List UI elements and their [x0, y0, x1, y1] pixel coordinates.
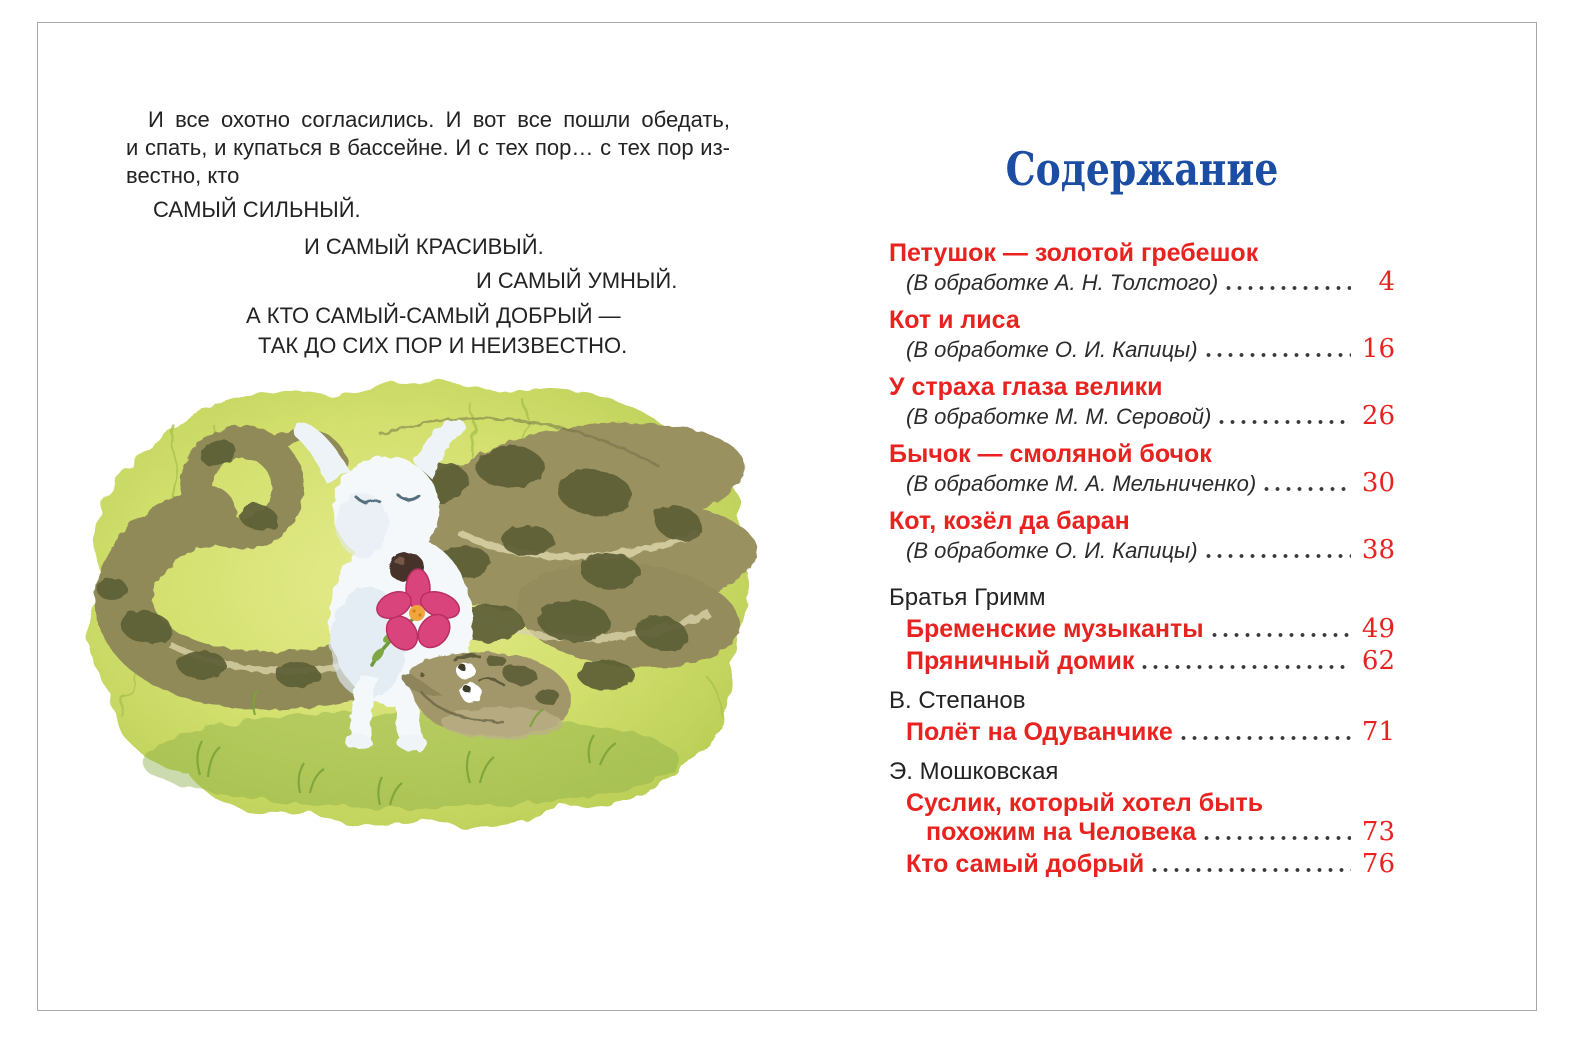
- dot-leader: [1178, 728, 1351, 740]
- toc-entry-subrow: [889, 469, 1395, 498]
- toc-item-page: 62: [1361, 646, 1395, 676]
- toc-entry: [889, 440, 1395, 498]
- story-verse-line: И САМЫЙ КРАСИВЫЙ.: [304, 234, 544, 259]
- toc-item-page: 73: [1361, 817, 1395, 847]
- toc-entry-subtitle: (В обработке М. М. Серовой): [906, 404, 1212, 429]
- toc-entry-page: 30: [1361, 468, 1395, 498]
- toc-entry-page: 16: [1361, 334, 1395, 364]
- toc-item: [889, 647, 1395, 676]
- toc-entry-title: Петушок — золотой гребешок: [889, 239, 1259, 267]
- page-left: [38, 23, 788, 1010]
- toc-entry-title: Кот, козёл да баран: [889, 507, 1130, 535]
- dot-leader: [1209, 625, 1351, 637]
- toc-item: [889, 850, 1395, 879]
- story-verse-line: САМЫЙ СИЛЬНЫЙ.: [153, 197, 361, 222]
- toc-author-group: [889, 583, 1395, 676]
- toc-item-title: Бременские музыканты: [906, 615, 1204, 643]
- story-verse-line: ТАК ДО СИХ ПОР И НЕИЗВЕСТНО.: [258, 333, 628, 358]
- toc-entry-subtitle: (В обработке М. А. Мельниченко): [906, 471, 1257, 496]
- dot-leader: [1203, 345, 1351, 357]
- toc-entry-title: У страха глаза велики: [889, 373, 1163, 401]
- story-paragraph: [126, 106, 730, 190]
- toc-entry-subtitle: (В обработке А. Н. Толстого): [906, 270, 1219, 295]
- toc-entry-page: 26: [1361, 401, 1395, 431]
- toc-item: [889, 718, 1395, 747]
- dot-leader: [1261, 479, 1351, 491]
- toc-entry: [889, 239, 1395, 297]
- toc-author-name: Э. Мошковская: [889, 758, 1059, 785]
- story-verse-line: И САМЫЙ УМНЫЙ.: [476, 268, 678, 293]
- toc-item: [889, 615, 1395, 644]
- page-right-toc: [889, 141, 1395, 879]
- story-paragraph-line: И все охотно согласились. И вот все пошли обедать,: [148, 107, 730, 132]
- story-paragraph-line: и спать, и купаться в бассейне. И с тех пор… с тех пор из-: [126, 135, 730, 160]
- toc-entry-subtitle: (В обработке О. И. Капицы): [906, 337, 1198, 362]
- toc-entry-subrow: [889, 268, 1395, 297]
- dot-leader: [1223, 278, 1351, 290]
- toc-author-name: В. Степанов: [889, 687, 1026, 714]
- toc-item-title-line1: Суслик, который хотел быть: [906, 789, 1264, 817]
- toc-author-group: [889, 686, 1395, 747]
- toc-author-name: Братья Гримм: [889, 584, 1046, 611]
- toc-author-group: [889, 757, 1395, 879]
- dot-leader: [1203, 546, 1351, 558]
- dot-leader: [1139, 657, 1351, 669]
- story-verse-line: А КТО САМЫЙ-САМЫЙ ДОБРЫЙ —: [246, 303, 621, 328]
- story-illustration: [50, 375, 762, 845]
- dot-leader: [1216, 412, 1351, 424]
- toc-entry-subrow: [889, 335, 1395, 364]
- toc-item-title-line2: похожим на Человека: [926, 818, 1197, 846]
- toc-entry-subtitle: (В обработке О. И. Капицы): [906, 538, 1198, 563]
- toc-entry: [889, 507, 1395, 565]
- dot-leader: [1149, 860, 1351, 872]
- toc-item: [889, 789, 1395, 847]
- toc-item-page: 49: [1361, 614, 1395, 644]
- toc-item-title: Кто самый добрый: [906, 850, 1145, 878]
- toc-item-page: 76: [1361, 849, 1395, 879]
- toc-entry-subrow: [889, 402, 1395, 431]
- toc-entry: [889, 373, 1395, 431]
- toc-entry-page: 4: [1378, 267, 1395, 297]
- toc-item-title: Полёт на Одуванчике: [906, 718, 1173, 746]
- dot-leader: [1201, 828, 1351, 840]
- toc-entry-title: Кот и лиса: [889, 306, 1020, 334]
- toc-item-title: Пряничный домик: [906, 647, 1135, 675]
- toc-item-page: 71: [1361, 717, 1395, 747]
- toc-entry: [889, 306, 1395, 364]
- toc-entry-title: Бычок — смоляной бочок: [889, 440, 1212, 468]
- story-paragraph-line: вестно, кто: [126, 163, 240, 188]
- book-spread: [37, 22, 1537, 1011]
- toc-entry-subrow: [889, 536, 1395, 565]
- toc-heading: Содержание: [1005, 142, 1279, 196]
- toc-entry-page: 38: [1361, 535, 1395, 565]
